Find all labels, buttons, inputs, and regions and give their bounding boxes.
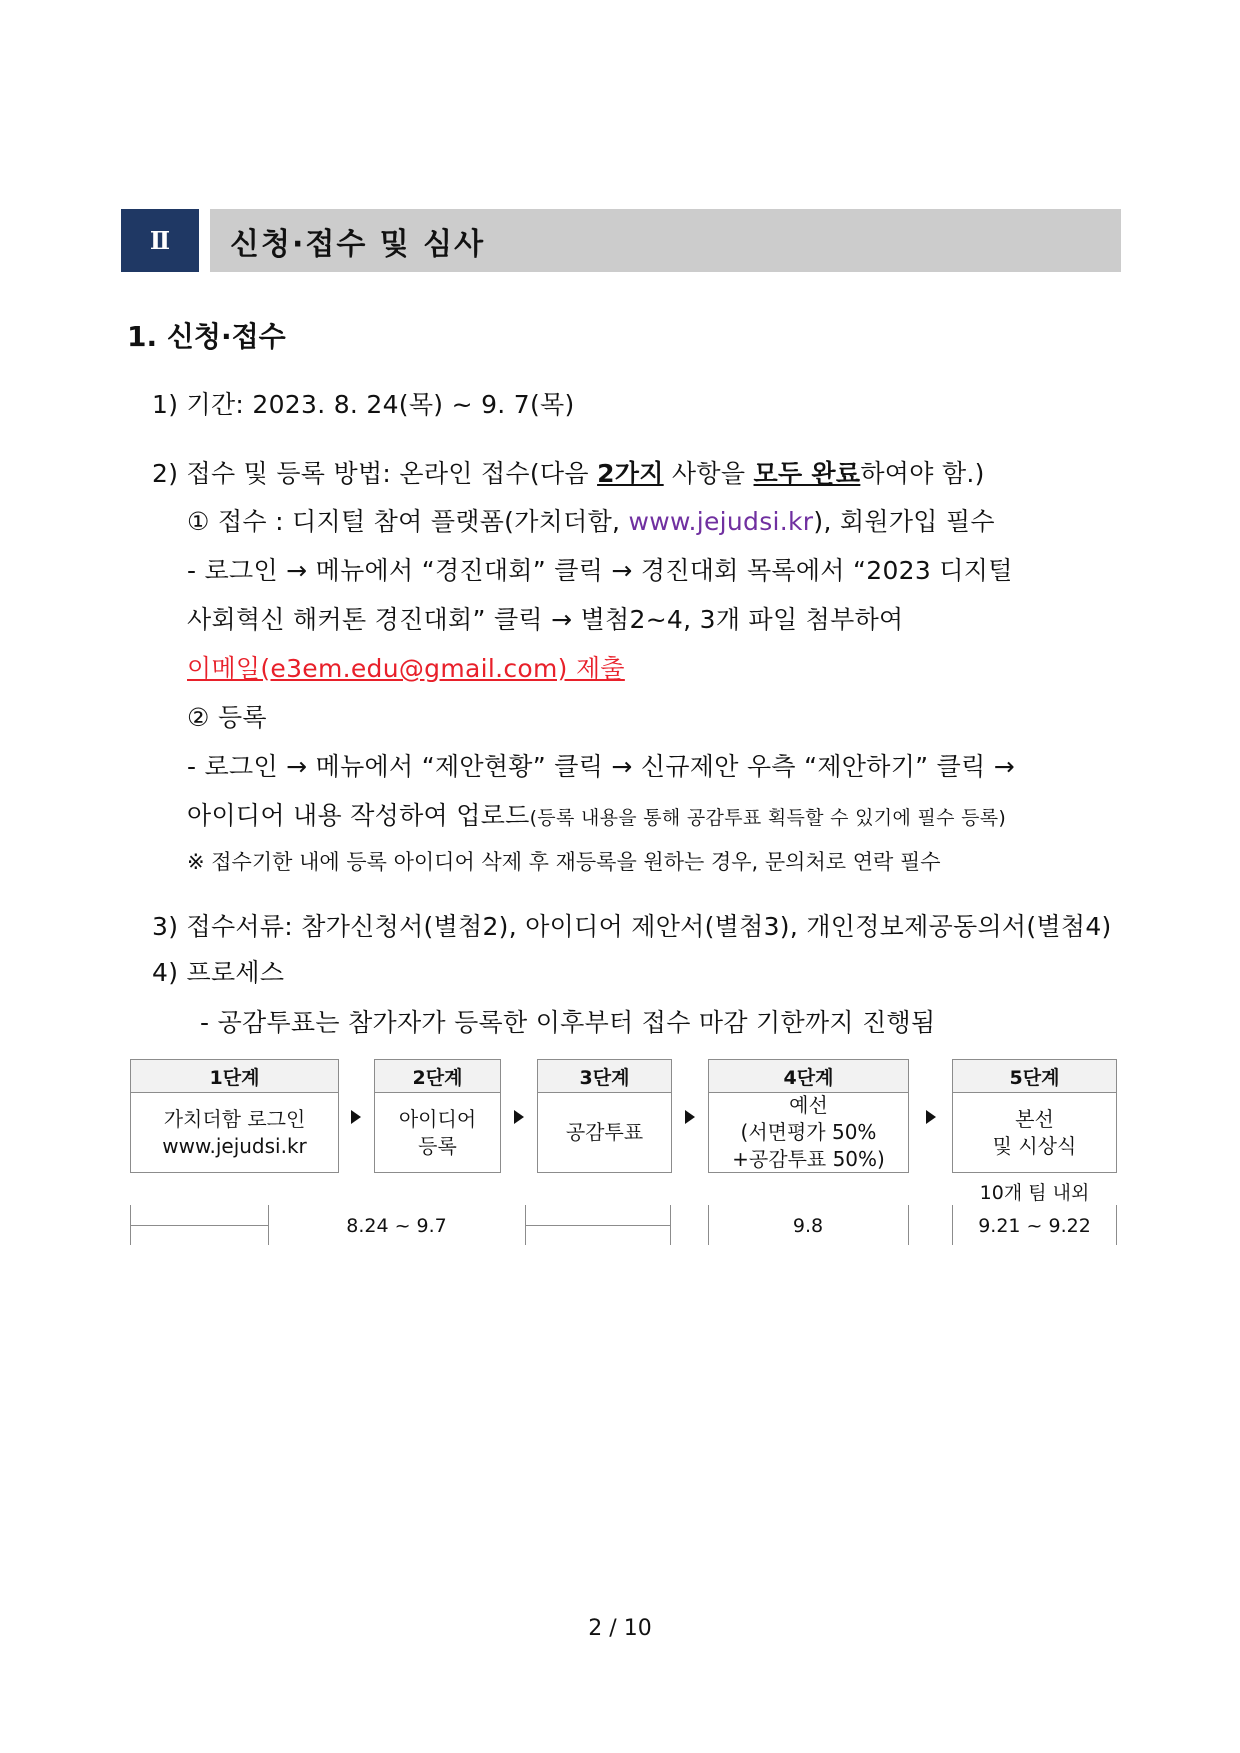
date-range-3: 9.21 ~ 9.22: [978, 1215, 1091, 1237]
arrow-icon: [351, 1110, 361, 1124]
stage-1-body: [131, 1093, 338, 1172]
method-bold-count: 2가지: [597, 459, 664, 488]
stage-3-box: [537, 1059, 672, 1173]
section-title: 신청·접수 및 심사: [230, 226, 486, 262]
stage-5-header: 5단계: [953, 1060, 1116, 1093]
stage-4-box: [708, 1059, 909, 1173]
email-link[interactable]: 이메일(e3em.edu@gmail.com) 제출: [187, 654, 625, 683]
documents: 3) 접수서류: 참가신청서(별첨2), 아이디어 제안서(별첨3), 개인정보제공동의서(별첨4): [152, 912, 1112, 941]
step2-title: ② 등록: [187, 703, 267, 732]
stage-1-header: 1단계: [131, 1060, 338, 1093]
stage-3-line-1: 공감투표: [565, 1120, 644, 1144]
timeline-bar: [130, 1225, 268, 1226]
method-mid: 사항을: [663, 459, 754, 488]
arrow-icon: [685, 1110, 695, 1124]
stage-4-header: 4단계: [709, 1060, 908, 1093]
step1-line2: 사회혁신 해커톤 경진대회” 클릭 → 별첨2~4, 3개 파일 첨부하여: [187, 605, 904, 634]
stage-4-body: [709, 1093, 908, 1172]
step1-suffix: ), 회원가입 필수: [813, 507, 995, 536]
timeline-tick: [908, 1205, 909, 1245]
stage-4-line-1: 예선: [789, 1093, 828, 1117]
step2-line2-main: 아이디어 내용 작성하여 업로드: [187, 801, 530, 830]
stage-2-line-2: 등록: [418, 1133, 457, 1158]
process-title: 4) 프로세스: [152, 958, 285, 987]
stage-4-line-3: +공감투표 50%): [732, 1147, 885, 1171]
step2-line2-note: (등록 내용을 통해 공감투표 획득할 수 있기에 필수 등록): [529, 807, 1007, 829]
method-prefix: 2) 접수 및 등록 방법: 온라인 접수(다음: [152, 459, 598, 488]
section-number: Ⅱ: [121, 209, 199, 272]
heading: 1. 신청·접수: [127, 320, 286, 353]
step2-line2: [187, 796, 1006, 832]
step2-line1: - 로그인 → 메뉴에서 “제안현황” 클릭 → 신규제안 우측 “제안하기” 클릭 →: [187, 752, 1016, 781]
stage-5-box: [952, 1059, 1117, 1173]
step1-line1: - 로그인 → 메뉴에서 “경진대회” 클릭 → 경진대회 목록에서 “2023 디지털: [187, 556, 1013, 585]
stage-3-header: 3단계: [538, 1060, 671, 1093]
timeline-tick: [670, 1205, 671, 1245]
stage-2-line-1: 아이디어: [398, 1106, 477, 1131]
stage-3-body: [538, 1093, 671, 1172]
stage-5-note: 10개 팀 내외: [979, 1182, 1090, 1204]
method-line: [152, 454, 985, 490]
date-range-1: 8.24 ~ 9.7: [346, 1215, 447, 1237]
platform-link[interactable]: www.jejudsi.kr: [628, 507, 814, 536]
arrow-icon: [514, 1110, 524, 1124]
step2-notice: ※ 접수기한 내에 등록 아이디어 삭제 후 재등록을 원하는 경우, 문의처로 연락 필수: [187, 850, 941, 874]
stage-1-line-2: www.jejudsi.kr: [162, 1133, 307, 1158]
arrow-icon: [926, 1110, 936, 1124]
period: 1) 기간: 2023. 8. 24(목) ~ 9. 7(목): [152, 390, 575, 419]
stage-2-box: [374, 1059, 501, 1173]
stage-1-box: [130, 1059, 339, 1173]
page-number: 2 / 10: [588, 1616, 652, 1641]
step1-prefix: ① 접수 : 디지털 참여 플랫폼(가치더함,: [187, 507, 629, 536]
stage-1-line-1: 가치더함 로그인: [163, 1106, 306, 1131]
process-description: - 공감투표는 참가자가 등록한 이후부터 접수 마감 기한까지 진행됨: [200, 1008, 936, 1037]
method-bold-complete: 모두 완료: [753, 459, 861, 488]
step1-title: [187, 502, 995, 538]
stage-2-header: 2단계: [375, 1060, 500, 1093]
section-title-bar: [210, 209, 1121, 272]
timeline-bar: [525, 1225, 670, 1226]
stage-5-body: [953, 1093, 1116, 1172]
stage-4-line-2: (서면평가 50%: [740, 1120, 877, 1144]
stage-5-line-1: 본선: [1015, 1106, 1054, 1131]
stage-2-body: [375, 1093, 500, 1172]
date-range-2: 9.8: [792, 1215, 824, 1237]
method-suffix: 하여야 함.): [860, 459, 985, 488]
stage-5-line-2: 및 시상식: [992, 1133, 1077, 1158]
timeline-tick: [1116, 1205, 1117, 1245]
